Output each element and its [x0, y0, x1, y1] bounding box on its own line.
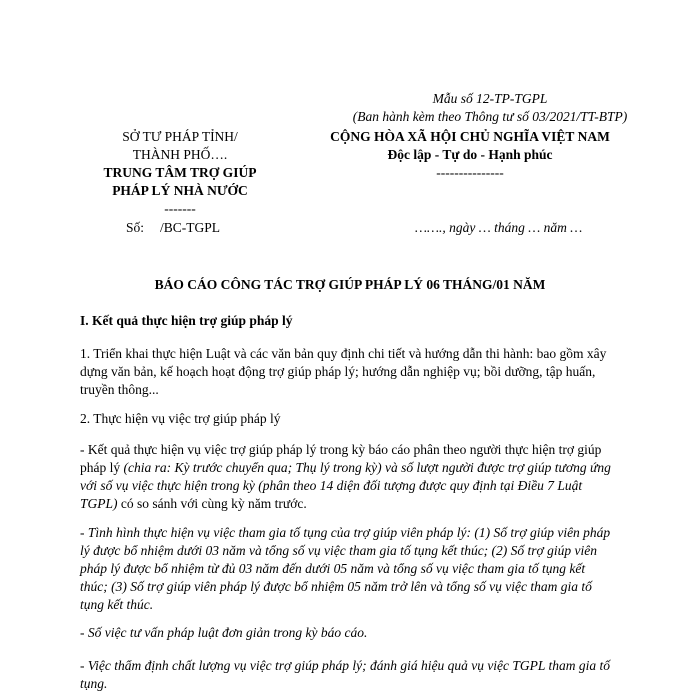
document-number-label: Số: [126, 220, 145, 235]
paragraph-item-2: 2. Thực hiện vụ việc trợ giúp pháp lý [80, 411, 281, 426]
bullet-results-end: có so sánh với cùng kỳ năm trước. [117, 496, 307, 511]
agency-header [80, 128, 280, 218]
bullet-quality-assessment: - Việc thẩm định chất lượng vụ việc trợ giúp pháp lý; đánh giá hiệu quả vụ việc TGPL tham gia tố tụng. [80, 658, 611, 691]
date-line: ……., ngày … tháng … năm … [415, 220, 583, 235]
agency-line-1: SỞ TƯ PHÁP TỈNH/ [122, 129, 238, 144]
agency-line-4: PHÁP LÝ NHÀ NƯỚC [112, 183, 248, 198]
national-motto: Độc lập - Tự do - Hạnh phúc [387, 147, 553, 162]
country-name: CỘNG HÒA XÃ HỘI CHỦ NGHĨA VIỆT NAM [330, 129, 610, 144]
form-number: Mẫu số 12-TP-TGPL [432, 91, 548, 106]
agency-line-2: THÀNH PHỐ…. [132, 147, 228, 162]
form-number-block [300, 90, 680, 126]
bullet-consultation: - Số việc tư vấn pháp luật đơn giản trong kỳ báo cáo. [80, 625, 368, 640]
bullet-results-italic: (chia ra: Kỳ trước chuyển qua; Thụ lý trong kỳ) và số lượt người được trợ giúp tương ứng với số vụ việc thực hiện trong kỳ (phân theo 14 diện đối tượng được quy định tại Điều 7 Luật TGPL) [80, 460, 611, 511]
agency-line-3: TRUNG TÂM TRỢ GIÚP [103, 165, 257, 180]
national-header [280, 128, 660, 182]
paragraph-item-1: 1. Triển khai thực hiện Luật và các văn bản quy định chi tiết và hướng dẫn thi hành: bao gồm xây dựng văn bản, kế hoạch hoạt động trợ giúp pháp lý; hướng dẫn nghiệp vụ; bồi dưỡng, tập huấn, truyền thông... [80, 346, 607, 397]
form-issued-by: (Ban hành kèm theo Thông tư số 03/2021/TT-BTP) [352, 109, 628, 124]
agency-divider: ------- [164, 201, 196, 216]
document-number-code: /BC-TGPL [160, 220, 221, 235]
report-title: BÁO CÁO CÔNG TÁC TRỢ GIÚP PHÁP LÝ 06 THÁNG/01 NĂM [154, 277, 546, 292]
document-number [126, 220, 220, 236]
bullet-litigation: - Tình hình thực hiện vụ việc tham gia tố tụng của trợ giúp viên pháp lý: (1) Số trợ giúp viên pháp lý được bổ nhiệm dưới 03 năm và tổng số vụ việc tham gia tố tụng kết thúc; (2) Số trợ giúp viên pháp lý được bổ nhiệm từ đủ 03 năm đến dưới 05 năm và tổng số vụ việc tham gia tố tụng kết thúc; (3) Số trợ giúp viên pháp lý được bổ nhiệm 05 năm trở lên và tổng số vụ việc tham gia tố tụng kết thúc. [80, 525, 611, 612]
bullet-results [80, 441, 615, 513]
national-divider: --------------- [436, 165, 504, 180]
section-heading: I. Kết quả thực hiện trợ giúp pháp lý [80, 313, 293, 328]
bullet-results-text: - Kết quả thực hiện vụ việc trợ giúp pháp lý trong kỳ báo cáo phân theo người thực hiện trợ giúp pháp lý [80, 442, 602, 475]
